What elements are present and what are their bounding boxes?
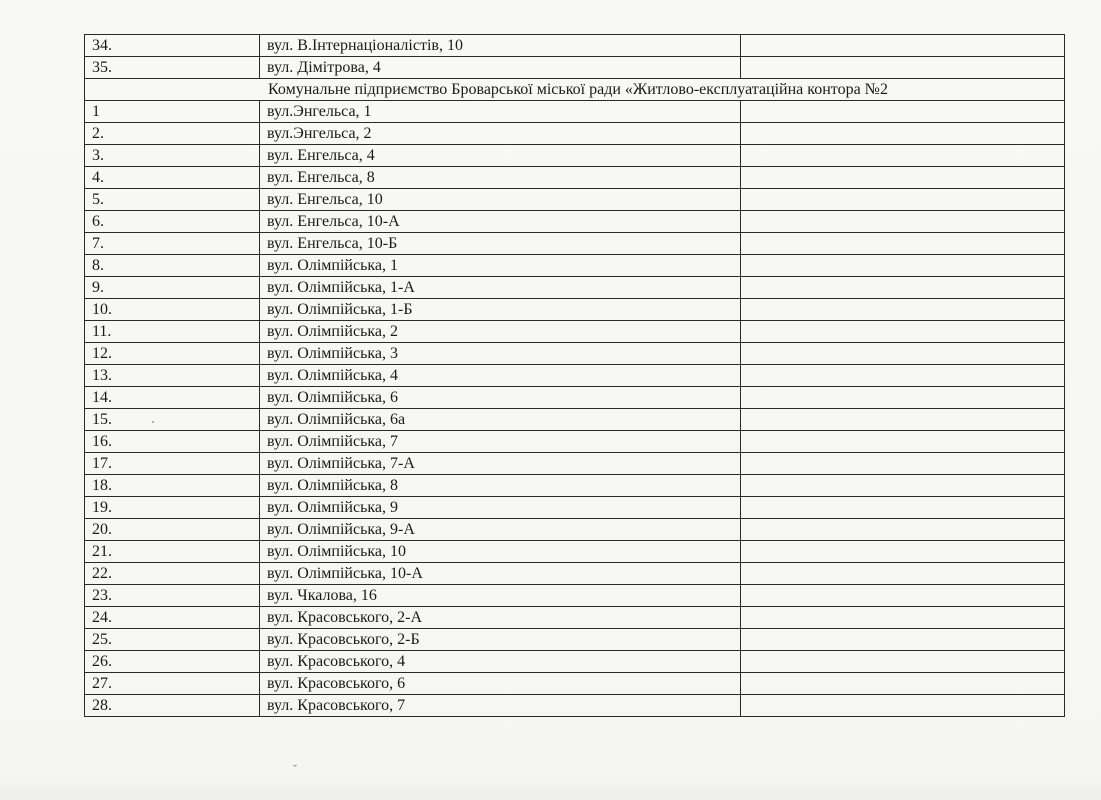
row-number: 23. bbox=[85, 585, 260, 607]
table-row bbox=[85, 453, 1065, 475]
table-row bbox=[85, 387, 1065, 409]
row-address: вул. Красовського, 6 bbox=[260, 673, 741, 695]
row-number: 14. bbox=[85, 387, 260, 409]
row-address: вул. Чкалова, 16 bbox=[260, 585, 741, 607]
row-number: 10. bbox=[85, 299, 260, 321]
row-number: 17. bbox=[85, 453, 260, 475]
row-note bbox=[741, 673, 1065, 695]
row-number: 28. bbox=[85, 695, 260, 717]
row-note bbox=[741, 629, 1065, 651]
row-address: вул. Красовського, 4 bbox=[260, 651, 741, 673]
row-number: 3. bbox=[85, 145, 260, 167]
page-bottom-edge bbox=[0, 776, 1101, 800]
row-number: 13. bbox=[85, 365, 260, 387]
table-row bbox=[85, 563, 1065, 585]
table-row bbox=[85, 695, 1065, 717]
address-table-wrapper bbox=[84, 34, 1064, 717]
row-address: вул.Энгельса, 1 bbox=[260, 101, 741, 123]
table-row bbox=[85, 651, 1065, 673]
row-note bbox=[741, 233, 1065, 255]
row-address: вул. Олімпійська, 1 bbox=[260, 255, 741, 277]
row-number: 15. bbox=[85, 409, 260, 431]
table-row bbox=[85, 541, 1065, 563]
table-row bbox=[85, 233, 1065, 255]
row-number: 25. bbox=[85, 629, 260, 651]
table-row bbox=[85, 145, 1065, 167]
section-title: Комунальне підприємство Броварської міської ради «Житлово-експлуатаційна контора №2 bbox=[85, 79, 1065, 101]
row-number: 4. bbox=[85, 167, 260, 189]
row-address: вул. Олімпійська, 1-Б bbox=[260, 299, 741, 321]
table-row bbox=[85, 519, 1065, 541]
row-number: 27. bbox=[85, 673, 260, 695]
row-note bbox=[741, 343, 1065, 365]
table-row bbox=[85, 629, 1065, 651]
table-row bbox=[85, 189, 1065, 211]
table-row bbox=[85, 35, 1065, 57]
row-address: вул. Енгельса, 10 bbox=[260, 189, 741, 211]
table-row bbox=[85, 123, 1065, 145]
row-number: 34. bbox=[85, 35, 260, 57]
row-note bbox=[741, 145, 1065, 167]
row-note bbox=[741, 255, 1065, 277]
table-row bbox=[85, 277, 1065, 299]
row-note bbox=[741, 431, 1065, 453]
row-note bbox=[741, 321, 1065, 343]
row-number: 11. bbox=[85, 321, 260, 343]
row-address: вул. Олімпійська, 1-А bbox=[260, 277, 741, 299]
row-address: вул. В.Інтернаціоналістів, 10 bbox=[260, 35, 741, 57]
row-note bbox=[741, 211, 1065, 233]
row-address: вул. Енгельса, 4 bbox=[260, 145, 741, 167]
row-note bbox=[741, 101, 1065, 123]
row-number: 18. bbox=[85, 475, 260, 497]
row-note bbox=[741, 585, 1065, 607]
table-row bbox=[85, 255, 1065, 277]
table-row bbox=[85, 321, 1065, 343]
row-address: вул. Олімпійська, 9-А bbox=[260, 519, 741, 541]
row-address: вул. Енгельса, 10-Б bbox=[260, 233, 741, 255]
row-number: 9. bbox=[85, 277, 260, 299]
row-note bbox=[741, 277, 1065, 299]
row-note bbox=[741, 695, 1065, 717]
row-note bbox=[741, 387, 1065, 409]
row-number: 24. bbox=[85, 607, 260, 629]
row-address: вул. Олімпійська, 7-А bbox=[260, 453, 741, 475]
row-number: 8. bbox=[85, 255, 260, 277]
row-address: вул. Енгельса, 8 bbox=[260, 167, 741, 189]
row-address: вул. Дімітрова, 4 bbox=[260, 57, 741, 79]
row-number: 2. bbox=[85, 123, 260, 145]
row-note bbox=[741, 519, 1065, 541]
row-number: 7. bbox=[85, 233, 260, 255]
table-row bbox=[85, 431, 1065, 453]
row-address: вул. Олімпійська, 2 bbox=[260, 321, 741, 343]
row-number: 5. bbox=[85, 189, 260, 211]
row-note bbox=[741, 35, 1065, 57]
table-row bbox=[85, 299, 1065, 321]
row-note bbox=[741, 409, 1065, 431]
table-row bbox=[85, 365, 1065, 387]
row-note bbox=[741, 563, 1065, 585]
table-row bbox=[85, 57, 1065, 79]
row-address: вул. Олімпійська, 6а bbox=[260, 409, 741, 431]
row-address: вул.Энгельса, 2 bbox=[260, 123, 741, 145]
row-address: вул. Олімпійська, 3 bbox=[260, 343, 741, 365]
row-address: вул. Олімпійська, 4 bbox=[260, 365, 741, 387]
row-number: 19. bbox=[85, 497, 260, 519]
table-row bbox=[85, 409, 1065, 431]
section-header-row bbox=[85, 79, 1065, 101]
row-number: 1 bbox=[85, 101, 260, 123]
address-table bbox=[84, 34, 1065, 717]
scan-mark: ˇ bbox=[293, 762, 297, 776]
table-row bbox=[85, 607, 1065, 629]
row-note bbox=[741, 57, 1065, 79]
row-address: вул. Красовського, 2-Б bbox=[260, 629, 741, 651]
row-note bbox=[741, 651, 1065, 673]
row-address: вул. Олімпійська, 6 bbox=[260, 387, 741, 409]
row-number: 20. bbox=[85, 519, 260, 541]
row-number: 16. bbox=[85, 431, 260, 453]
row-address: вул. Олімпійська, 8 bbox=[260, 475, 741, 497]
row-number: 35. bbox=[85, 57, 260, 79]
row-address: вул. Красовського, 7 bbox=[260, 695, 741, 717]
row-address: вул. Енгельса, 10-А bbox=[260, 211, 741, 233]
row-note bbox=[741, 167, 1065, 189]
row-address: вул. Олімпійська, 10-А bbox=[260, 563, 741, 585]
row-number: 22. bbox=[85, 563, 260, 585]
row-number: 21. bbox=[85, 541, 260, 563]
row-note bbox=[741, 607, 1065, 629]
address-table-body bbox=[85, 35, 1065, 717]
row-address: вул. Красовського, 2-А bbox=[260, 607, 741, 629]
row-note bbox=[741, 541, 1065, 563]
table-row bbox=[85, 585, 1065, 607]
row-note bbox=[741, 475, 1065, 497]
table-row bbox=[85, 497, 1065, 519]
row-note bbox=[741, 299, 1065, 321]
table-row bbox=[85, 475, 1065, 497]
row-number: 26. bbox=[85, 651, 260, 673]
row-address: вул. Олімпійська, 7 bbox=[260, 431, 741, 453]
row-note bbox=[741, 365, 1065, 387]
table-row bbox=[85, 673, 1065, 695]
row-note bbox=[741, 189, 1065, 211]
row-note bbox=[741, 497, 1065, 519]
table-row bbox=[85, 211, 1065, 233]
row-address: вул. Олімпійська, 10 bbox=[260, 541, 741, 563]
table-row bbox=[85, 167, 1065, 189]
row-note bbox=[741, 123, 1065, 145]
row-number: 12. bbox=[85, 343, 260, 365]
row-note bbox=[741, 453, 1065, 475]
row-number: 6. bbox=[85, 211, 260, 233]
row-address: вул. Олімпійська, 9 bbox=[260, 497, 741, 519]
table-row bbox=[85, 343, 1065, 365]
scan-speck bbox=[152, 421, 154, 423]
table-row bbox=[85, 101, 1065, 123]
